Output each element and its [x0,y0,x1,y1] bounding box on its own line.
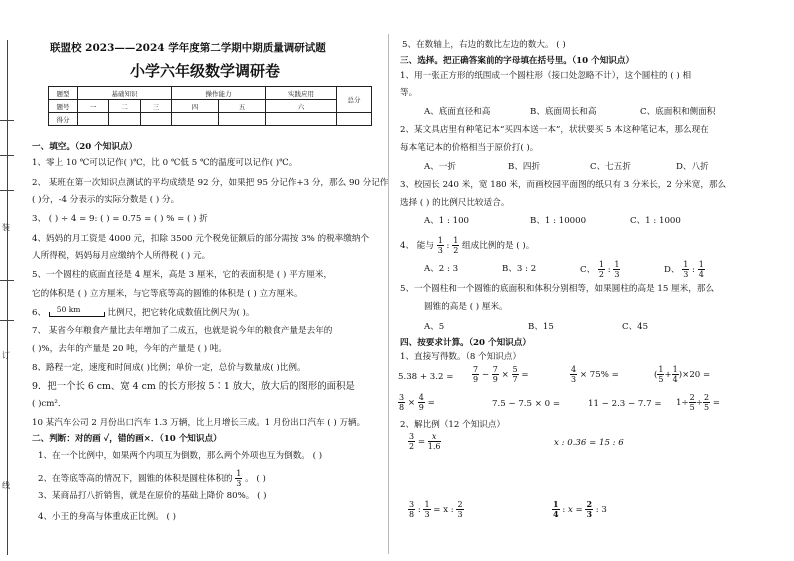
calc-e [398,393,435,412]
score-cell: 五 [218,100,265,113]
ratio-colon: : [446,241,450,251]
fraction-numerator: 1 [698,260,704,269]
fraction-denominator: 4 [553,509,559,519]
equals-sign: = [521,370,529,380]
choice-2-line1: 2、某文具店里有种笔记本“买四本送一本”，状状要买 5 本这种笔记本，那么现在 [400,125,709,135]
choice-5-option-b[interactable]: B、15 [528,322,554,332]
fraction [552,500,560,519]
option-letter: C、 [580,265,596,275]
fraction [672,365,679,384]
score-cell: 题型 [49,87,78,100]
choice-2-option-d[interactable]: D、八折 [676,162,709,172]
paren-close: ) [678,370,683,380]
fraction-numerator: 1 [658,365,664,374]
choice-4-option-d[interactable] [664,260,705,279]
calc-c [570,365,619,384]
score-cell: 操作能力 [171,87,265,100]
score-input[interactable] [109,113,140,126]
fraction [492,365,499,384]
question-6 [32,307,254,319]
fraction-numerator: 1 [614,260,620,269]
fraction [235,469,242,488]
operator: × [407,398,416,408]
fraction [423,500,430,519]
equals-sign: = [575,505,583,515]
proportion-2: x : 0.36 = 15 : 6 [554,438,624,448]
fraction-denominator: 5 [703,403,710,412]
fraction [613,260,620,279]
judge-3: 3、某商品打八折销售，就是在原价的基础上降价 80%。 ( ) [38,491,267,501]
judge-4: 4、小王的身高与体重成正比例。 ( ) [38,512,176,522]
fraction [598,260,605,279]
fraction-numerator: 3 [399,393,405,402]
judge-5: 5、在数轴上，右边的数比左边的数大。 ( ) [402,40,566,50]
fraction-denominator: 4 [698,270,704,279]
binding-tick [0,320,14,321]
fraction [698,260,705,279]
fraction-denominator: 5 [689,403,695,412]
score-cell: 二 [109,100,140,113]
fraction-numerator: x [428,432,441,442]
question-9-line2: ( )cm². [32,399,61,409]
calc-d-equals: = [702,370,711,380]
score-cell: 基础知识 [78,87,172,100]
question-3: 3、 ( ) ÷ 4 = 9: ( ) = 0.75 = ( ) % = ( ) 折 [32,214,208,224]
choice-3-line2: 选择 ( ) 的比例尺比较适合。 [400,198,510,208]
fraction-numerator: 1 [672,365,678,374]
fraction-numerator: 2 [457,500,463,509]
fraction-denominator: 3 [437,246,443,255]
calc-h-equals: = [712,398,720,408]
fraction-denominator: 9 [473,375,479,384]
score-cell: 总分 [337,87,372,113]
calc-g: 11 − 2.3 − 7.7 = [588,399,662,409]
fraction [472,365,479,384]
fraction-numerator: 7 [492,365,498,374]
fraction [418,393,425,412]
question-8: 8、路程一定，速度和时间成( )比例；单价一定，总价与数量成( )比例。 [32,363,306,373]
score-cell: 三 [140,100,171,113]
binding-tick [0,155,14,156]
fraction-numerator: 3 [409,500,415,509]
choice-4-option-b[interactable]: B、3 : 2 [502,264,537,274]
fraction-denominator: 3 [424,510,430,519]
fraction-denominator: 2 [598,270,604,279]
calc-h: 1÷ $\frac{2}{5}$ ÷ $\frac{2}{5}$ = [676,393,720,412]
choice-2-option-c[interactable]: C、七五折 [590,162,631,172]
fraction-denominator: 5 [658,375,664,384]
fraction-denominator: 2 [409,442,415,451]
question-10: 10 某汽车公司 2 月份出口汽车 1.3 万辆，比上月增长三成。1 月份出口汽车 ( ) 万辆。 [32,418,366,428]
choice-3-line1: 3、校园长 240 米，宽 180 米，而画校园平面图的纸只有 3 分米长，2 分米宽，那么 [400,180,727,190]
section-choice-heading: 三、选择。把正确答案前的字母填在括号里。（10 个知识点） [400,56,635,66]
choice-1-option-b[interactable]: B、底面周长和高 [530,107,597,117]
school-title: 联盟校 2023——2024 学年度第二学期中期质量调研试题 [50,42,326,54]
scale-bar [49,307,105,318]
binding-tick [0,190,14,191]
fraction-denominator: 9 [492,375,498,384]
calc-2-heading: 2、解比例（12 个知识点） [400,420,506,430]
score-cell: 六 [266,100,337,113]
choice-1-option-c[interactable]: C、底面积和侧面积 [640,107,716,117]
number: 20 [689,370,701,380]
calc-b [472,365,529,384]
score-cell: 得分 [49,113,78,126]
choice-4-option-c[interactable] [580,260,620,279]
section-judge-heading: 二、判断：对的画 ✓，错的画×．（10 个知识点） [32,434,222,444]
choice-3-option-c[interactable]: C、1 : 1000 [630,216,681,226]
fraction [657,365,664,384]
question-7-line1: 7、 某省今年粮食产量比去年增加了二成五，也就是说今年的粮食产量是去年的 [32,326,333,336]
proportion-3-tail: = x : [433,505,454,515]
section-fill-heading: 一、填空。（20 个知识点） [32,142,138,152]
choice-2-option-a[interactable]: A、一折 [424,162,456,172]
binding-tick [0,120,14,121]
fraction-denominator: 3 [683,270,689,279]
variable-x: x [567,505,573,515]
question-4-line2: 人所得税，妈妈每月应缴纳个人所得税 ( ) 元。 [32,251,211,261]
fraction-numerator: 1 [553,499,559,509]
fraction-numerator: 4 [571,365,577,374]
fraction-numerator: 1 [437,236,443,245]
fraction-denominator: 7 [512,375,518,384]
fraction [408,500,415,519]
question-7-line2: ( )%，去年的产量是 20 吨，今年的产量是 ( ) 吨。 [32,344,227,354]
fraction-denominator: 3 [236,479,242,488]
calc-c-tail: × 75% = [579,370,619,380]
fraction-denominator: 3 [586,509,593,519]
proportion-4-tail: : 3 [595,505,607,515]
binding-tick [0,280,14,281]
judge-2 [38,469,266,488]
judge-2-tail: 。 ( ) [245,474,266,484]
paren-open: ( [654,370,658,380]
option-letter: D、 [664,265,680,275]
fraction-numerator: 5 [512,365,518,374]
score-input[interactable] [337,113,372,126]
choice-1-line2: 等。 [400,88,418,98]
fraction-denominator: 8 [399,403,405,412]
calc-d: ( $\frac{1}{5}$ + $\frac{1}{4}$ )×20 = [654,365,711,384]
calc-e-equals: = [427,398,435,408]
fraction-denominator: 9 [418,403,424,412]
margin-char-zhuang: 装 [2,223,10,232]
fraction [570,365,577,384]
score-cell: 一 [78,100,109,113]
score-input[interactable] [171,113,218,126]
ratio-colon: : [417,505,421,515]
fraction-denominator: 3 [614,270,620,279]
fraction-numerator: 2 [703,393,710,402]
choice-5-option-a[interactable]: A、5 [424,322,445,332]
fraction-numerator: 7 [473,365,479,374]
fraction-numerator: 1 [453,236,459,245]
proportion-1 [408,432,441,451]
score-cell: 实践应用 [266,87,337,100]
choice-3-option-a[interactable]: A、1 : 100 [424,216,470,226]
operator: × [501,370,509,380]
fraction [452,236,459,255]
score-table [48,86,372,126]
fraction [703,393,710,412]
judge-2-text: 2、在等底等高的情况下，圆锥的体积是圆柱体积的 [38,474,233,484]
margin-char-xian: 线 [2,481,10,490]
ratio-colon: : [562,505,566,515]
choice-4-option-a[interactable]: A、2 : 3 [424,264,459,274]
question-1: 1、零上 10 ℃可以记作( )℃，比 0 ℃低 5 ℃的温度可以记作( )℃。 [32,158,298,168]
number: 1 [676,398,682,408]
question-5-line2: 它的体积是 ( ) 立方厘米，与它等底等高的圆锥的体积是 ( ) 立方厘米。 [32,289,303,299]
ratio-colon: : [607,265,611,275]
score-input[interactable] [78,113,109,126]
fraction [456,500,463,519]
fraction-numerator: 4 [418,393,424,402]
choice-5-line2: 圆锥的高是 ( ) 厘米。 [424,302,508,312]
score-cell: 题号 [49,100,78,113]
fraction-numerator: 3 [409,432,415,441]
fraction [428,432,441,451]
page-divider [388,34,389,554]
section-calc-heading: 四、按要求计算。（20 个知识点） [400,338,531,348]
fraction [689,393,696,412]
judge-1: 1、在一个比例中，如果两个内项互为倒数，那么两个外项也互为倒数。 ( ) [38,451,323,461]
question-2-line2: ( )分，-4 分表示的实际分数是 ( ) 分。 [32,195,180,205]
fraction-denominator: 4 [672,375,678,384]
fraction-denominator: 1.6 [427,442,441,451]
equals-sign: = [417,437,426,447]
choice-1-line1: 1、用一张正方形的纸围成一个圆柱形（接口处忽略不计），这个圆柱的 ( ) 相 [400,71,692,81]
question-6-number: 6、 [32,308,47,318]
fraction [512,365,519,384]
fraction-denominator: 2 [453,246,459,255]
fraction-numerator: 1 [424,500,430,509]
question-2-line1: 2、 某班在第一次知识点测试的平均成绩是 92 分，如果把 95 分记作+3 分，那么 90 分记作 [32,178,389,188]
binding-line [7,40,8,555]
calc-1-heading: 1、直接写得数。（8 个知识点） [400,352,522,362]
choice-5-option-c[interactable]: C、45 [622,322,649,332]
score-input[interactable] [266,113,337,126]
choice-4 [400,236,534,255]
proportion-3 [408,500,464,519]
choice-2-line2: 每本笔记本的价格相当于原价打( )。 [400,143,539,153]
calc-a: 5.38 + 3.2 = [398,372,454,382]
fraction-numerator: 1 [683,260,689,269]
calc-f: 7.5 − 7.5 × 0 = [492,399,561,409]
fraction-numerator: 1 [236,469,242,478]
fraction-denominator: 3 [457,510,463,519]
choice-4-tail: 组成比例的是 ( )。 [462,241,535,251]
fraction [398,393,405,412]
fraction-numerator: 2 [689,393,695,402]
question-9-line1: 9．把一个长 6 cm、宽 4 cm 的长方形按 5∶1 放大，放大后的图形的面积是 [32,381,355,392]
fraction-denominator: 3 [571,375,577,384]
fraction [585,500,593,519]
operator: − [481,370,490,380]
proportion-4 [552,500,607,519]
fraction-numerator: 2 [586,499,593,509]
question-4-line1: 4、妈妈的月工资是 4000 元，扣除 3500 元个税免征额后的部分需按 3% 的税率缴纳个 [32,234,370,244]
scale-bar-label: 50 km [56,305,81,314]
margin-char-ding: 订 [2,351,10,360]
choice-5-line1: 5、一个圆柱和一个圆锥的底面积和体积分别相等，如果圆柱的高是 15 厘米，那么 [400,284,715,294]
fraction-denominator: 8 [409,510,415,519]
question-5-line1: 5、一个圆柱的底面直径是 4 厘米，高是 3 厘米，它的表面积是 ( ) 平方厘米， [32,270,333,280]
score-input[interactable] [140,113,171,126]
fraction [437,236,444,255]
choice-2-option-b[interactable]: B、四折 [508,162,541,172]
choice-4-text: 4、 能与 [400,241,434,251]
fraction [682,260,689,279]
ratio-colon: : [692,265,695,275]
fraction [408,432,415,451]
fraction-numerator: 1 [598,260,604,269]
score-input[interactable] [218,113,265,126]
choice-3-option-b[interactable]: B、1 : 10000 [530,216,587,226]
score-cell: 四 [171,100,218,113]
exam-title: 小学六年级数学调研卷 [130,62,281,80]
scale-bar-line [49,312,105,317]
choice-1-option-a[interactable]: A、底面直径和高 [424,107,491,117]
question-6-text: 比例尺，把它转化成数值比例尺为( )。 [107,308,255,318]
